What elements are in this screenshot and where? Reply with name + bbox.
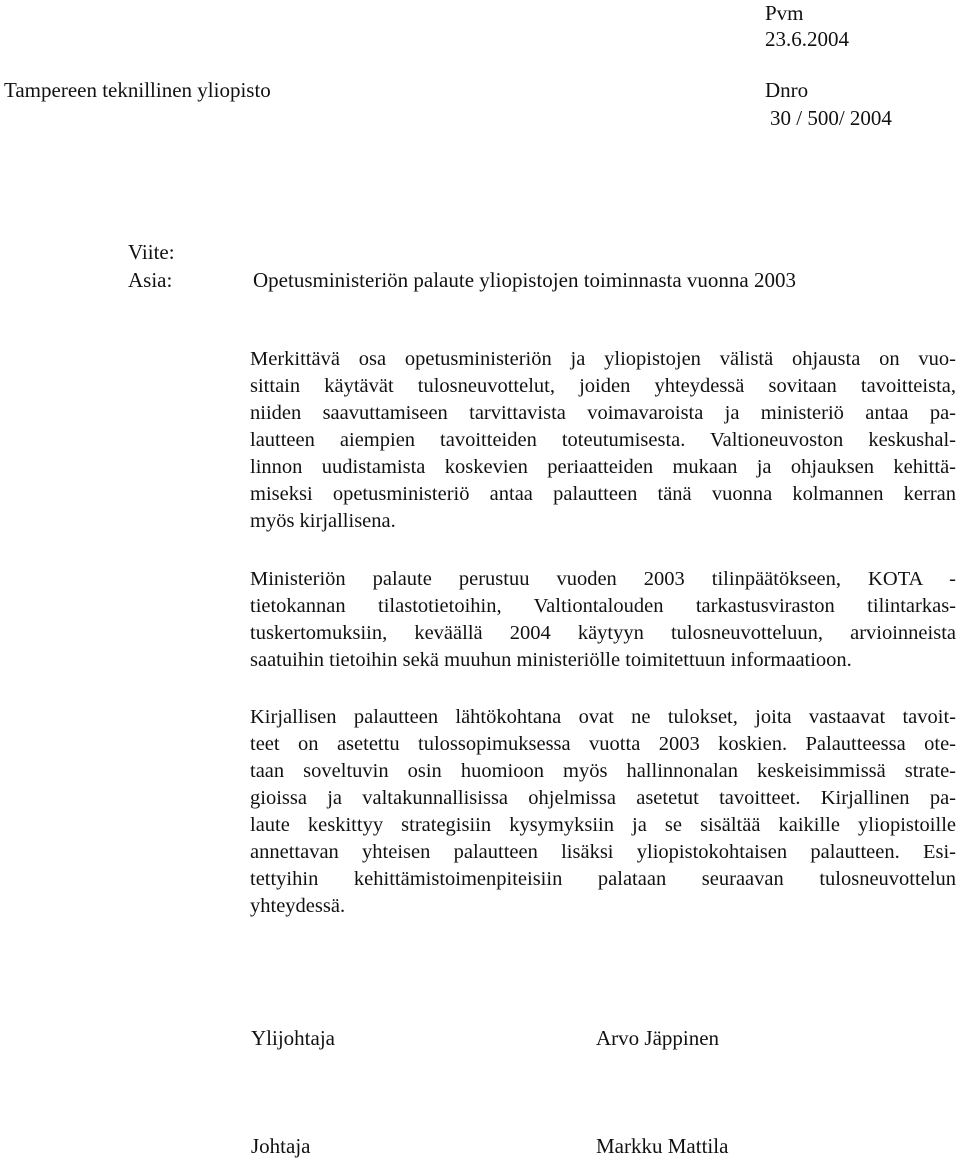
asia-label: Asia: — [128, 268, 173, 292]
paragraph-line: Merkittävä osa opetusministeriön ja yliopistojen välistä ohjausta on vuo- — [250, 348, 956, 370]
organization-name: Tampereen teknillinen yliopisto — [4, 78, 271, 102]
viite-label: Viite: — [128, 240, 175, 264]
paragraph-line: gioissa ja valtakunnallisissa ohjelmissa asetetut tavoitteet. Kirjallinen pa- — [250, 787, 956, 809]
paragraph-line: teet on asetettu tulossopimuksessa vuotta 2003 koskien. Palautteessa ote- — [250, 733, 956, 755]
paragraph-3 — [250, 704, 956, 920]
paragraph-line: Kirjallisen palautteen lähtökohtana ovat ne tulokset, joita vastaavat tavoit- — [250, 706, 956, 728]
paragraph-line: linnon uudistamista koskevien periaatteiden mukaan ja ohjauksen kehittä- — [250, 456, 956, 478]
paragraph-1 — [250, 346, 956, 535]
subject-line: Opetusministeriön palaute yliopistojen toiminnasta vuonna 2003 — [253, 268, 797, 292]
signature-name-2: Markku Mattila — [596, 1134, 729, 1158]
date-label: Pvm — [765, 1, 804, 25]
paragraph-line: Ministeriön palaute perustuu vuoden 2003 tilinpäätökseen, KOTA - — [250, 568, 956, 590]
paragraph-line: taan soveltuvin osin huomioon myös hallinnonalan keskeisimmissä strate- — [250, 760, 956, 782]
paragraph-line: sittain käytävät tulosneuvottelut, joiden yhteydessä sovitaan tavoitteista, — [250, 375, 956, 397]
paragraph-line: annettavan yhteisen palautteen lisäksi yliopistokohtaisen palautteen. Esi- — [250, 841, 956, 863]
signature-title-2: Johtaja — [251, 1134, 311, 1158]
paragraph-line: saatuihin tietoihin sekä muuhun ministeriölle toimitettuun informaatioon. — [250, 649, 852, 671]
dnro-label: Dnro — [765, 78, 809, 102]
paragraph-line: lautteen aiempien tavoitteiden toteutumisesta. Valtioneuvoston keskushal- — [250, 429, 956, 451]
paragraph-line: tettyihin kehittämistoimenpiteisiin palataan seuraavan tulosneuvottelun — [250, 868, 956, 890]
paragraph-2 — [250, 566, 956, 674]
paragraph-line: laute keskittyy strategisiin kysymyksiin ja se sisältää kaikille yliopistoille — [250, 814, 956, 836]
paragraph-line: myös kirjallisena. — [250, 510, 396, 532]
date-value: 23.6.2004 — [765, 27, 849, 51]
dnro-value: 30 / 500/ 2004 — [770, 106, 892, 130]
signature-name-1: Arvo Jäppinen — [596, 1026, 720, 1050]
signature-title-1: Ylijohtaja — [251, 1026, 335, 1050]
paragraph-line: tietokannan tilastotietoihin, Valtiontalouden tarkastusviraston tilintarkas- — [250, 595, 956, 617]
paragraph-line: niiden saavuttamiseen tarvittavista voimavaroista ja ministeriö antaa pa- — [250, 402, 956, 424]
paragraph-line: miseksi opetusministeriö antaa palautteen tänä vuonna kolmannen kerran — [250, 483, 956, 505]
paragraph-line: yhteydessä. — [250, 895, 346, 917]
paragraph-line: tuskertomuksiin, keväällä 2004 käytyyn tulosneuvotteluun, arvioinneista — [250, 622, 956, 644]
